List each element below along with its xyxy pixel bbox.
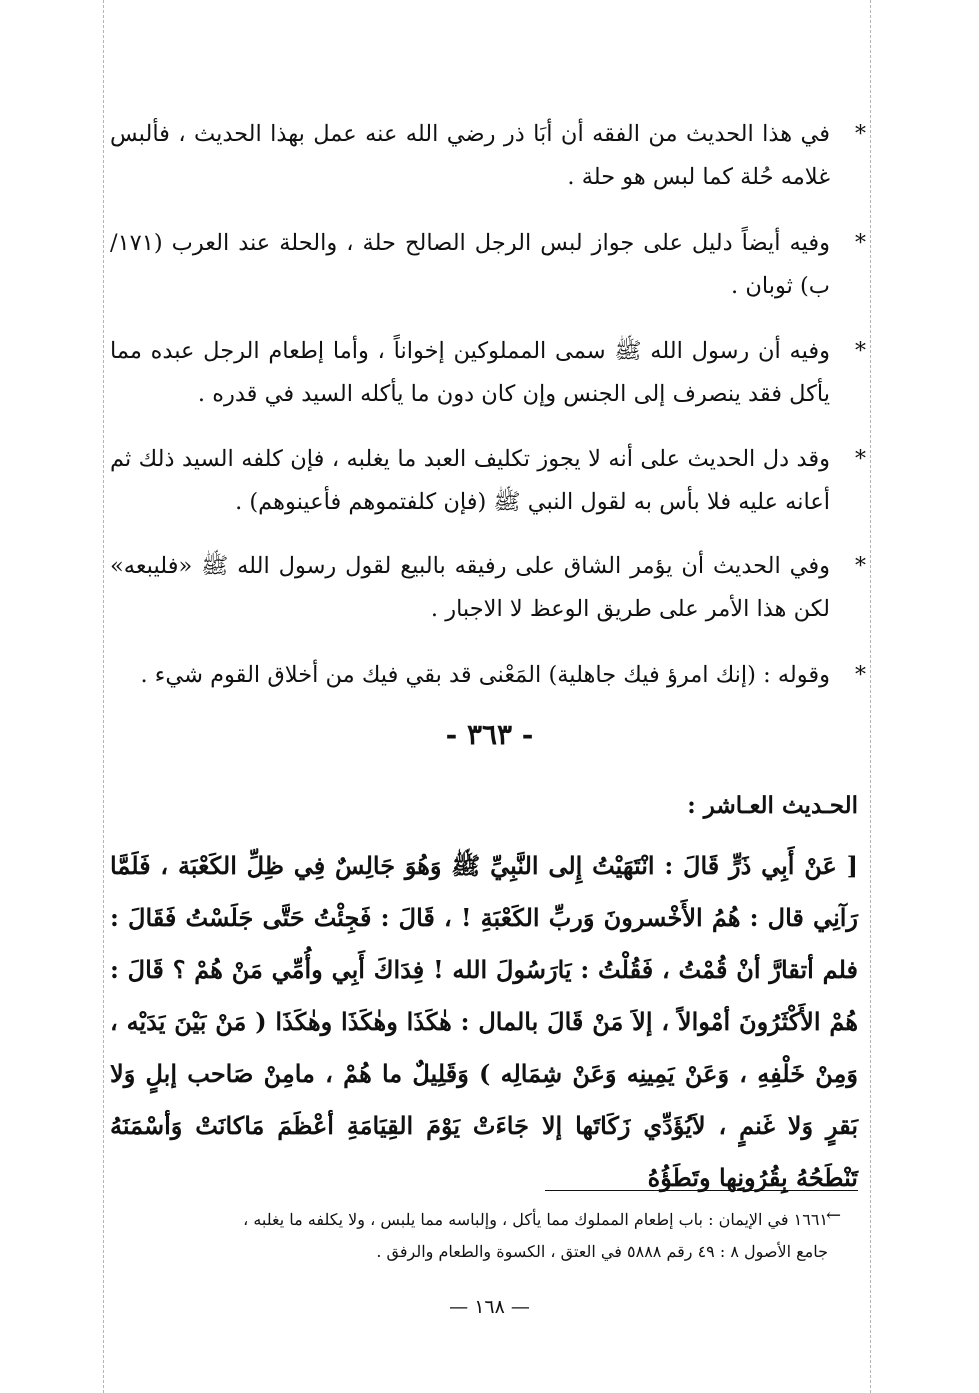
bullet-text: وفي الحديث أن يؤمر الشاق على رفيقه بالبيع لقول رسول الله ﷺ «فليبعه» لكن هذا الأمر على طريق الوعظ لا الاجبار .: [110, 553, 830, 622]
bullet-paragraph-4: [110, 438, 866, 524]
margin-guide-right: [870, 0, 871, 1393]
bullet-text: وفيه أن رسول الله ﷺ سمى المملوكين إخواناً ، وأما إطعام الرجل عبده مما يأكل فقد ينصرف إلى الجنس وإن كان دون ما يأكله السيد في قدره .: [110, 338, 830, 407]
hadith-text: [ عَنْ أَبِي ذَرٍّ قَالَ : انْتَهَيْتُ إِلى النَّبِيِّ ﷺ وَهُوَ جَالِسٌ فِي ظِلِّ الكَعْبَة ، فَلَمَّا رَآنِي قال : هُمُ الأَخْسرونَ وَربِّ الكَعْبَةِ ! ، قَالَ : فَجِئْتُ حَتَّى جَلَسْتُ فَقَالَ : فلم أتقارَّ أنْ قُمْتُ ، فَقُلْتُ : يَارَسُولَ الله ! فِدَاكَ أَبِي وأُمِّي مَنْ هُمْ ؟ قَالَ : هُمْ الأَكْثَرُونَ أمْوالاً ، إلاَ مَنْ قَالَ بالمال : هٰكَذَا وهٰكَذَا وهٰكَذَا ( مَنْ بَيْنَ يَدَيْه ، وَمِنْ خَلْفِهِ ، وَعَنْ يَمِينِه وَعَنْ شِمَالِه ) وَقَلِيلٌ ما هُمْ ، مامِنْ صَاحب إبلٍ وَلا بَقرٍ وَلا غَنمٍ ، لاَيُؤَدِّي زَكَاتَها إلا جَاءَتْ يَوْمَ القِيَامَةِ أعْظَمَ مَاكانَتْ وَأسْمَنَهُ تَنْطَحُهُ بِقُرُونِها وتَطَؤُهُ: [110, 851, 858, 1192]
footnote-arrow-icon: ←: [826, 1205, 842, 1226]
footnote-line-1: ١٦٦١ في الإيمان : باب إطعام المملوك مما يأكل ، وإلباسه مما يلبس ، ولا يكلفه ما يغلبه ،: [243, 1210, 828, 1229]
bullet-star-icon: *: [855, 447, 866, 472]
bullet-paragraph-6: [110, 654, 866, 697]
bullet-star-icon: *: [855, 663, 866, 688]
section-heading: الحـديث العـاشر :: [687, 792, 858, 819]
bullet-paragraph-5: [110, 545, 866, 631]
bullet-text: وقوله : (إنك امرؤ فيك جاهلية) المَعْنى قد بقي فيك من أخلاق القوم شيء .: [140, 662, 830, 688]
bullet-paragraph-1: [110, 113, 866, 199]
page-number: — ١٦٨ —: [449, 1296, 530, 1318]
bullet-star-icon: *: [855, 231, 866, 256]
bullet-paragraph-2: [110, 222, 866, 308]
bullet-paragraph-3: [110, 330, 866, 416]
footnote: [110, 1204, 828, 1268]
hadith-number: - ٣٦٣ -: [445, 718, 534, 751]
footnote-divider: [545, 1190, 858, 1191]
bullet-star-icon: *: [855, 554, 866, 579]
bullet-text: في هذا الحديث من الفقه أن أبَا ذر رضي الله عنه عمل بهذا الحديث ، فألبس غلامه حُلة كما لبس هو حلة .: [110, 121, 830, 190]
bullet-text: وقد دل الحديث على أنه لا يجوز تكليف العبد ما يغلبه ، فإن كلفه السيد ذلك ثم أعانه عليه فلا بأس به لقول النبي ﷺ (فإن كلفتموهم فأعينوهم) .: [110, 446, 830, 515]
margin-guide-left: [103, 0, 104, 1393]
bullet-text: وفيه أيضاً دليل على جواز لبس الرجل الصالح حلة ، والحلة عند العرب (١٧١/ب) ثوبان .: [110, 230, 830, 299]
footnote-line-2: جامع الأصول ٨ : ٤٩ رقم ٥٨٨٨ في العتق ، الكسوة والطعام والرفق .: [376, 1242, 828, 1261]
bullet-star-icon: *: [855, 339, 866, 364]
bullet-star-icon: *: [855, 122, 866, 147]
